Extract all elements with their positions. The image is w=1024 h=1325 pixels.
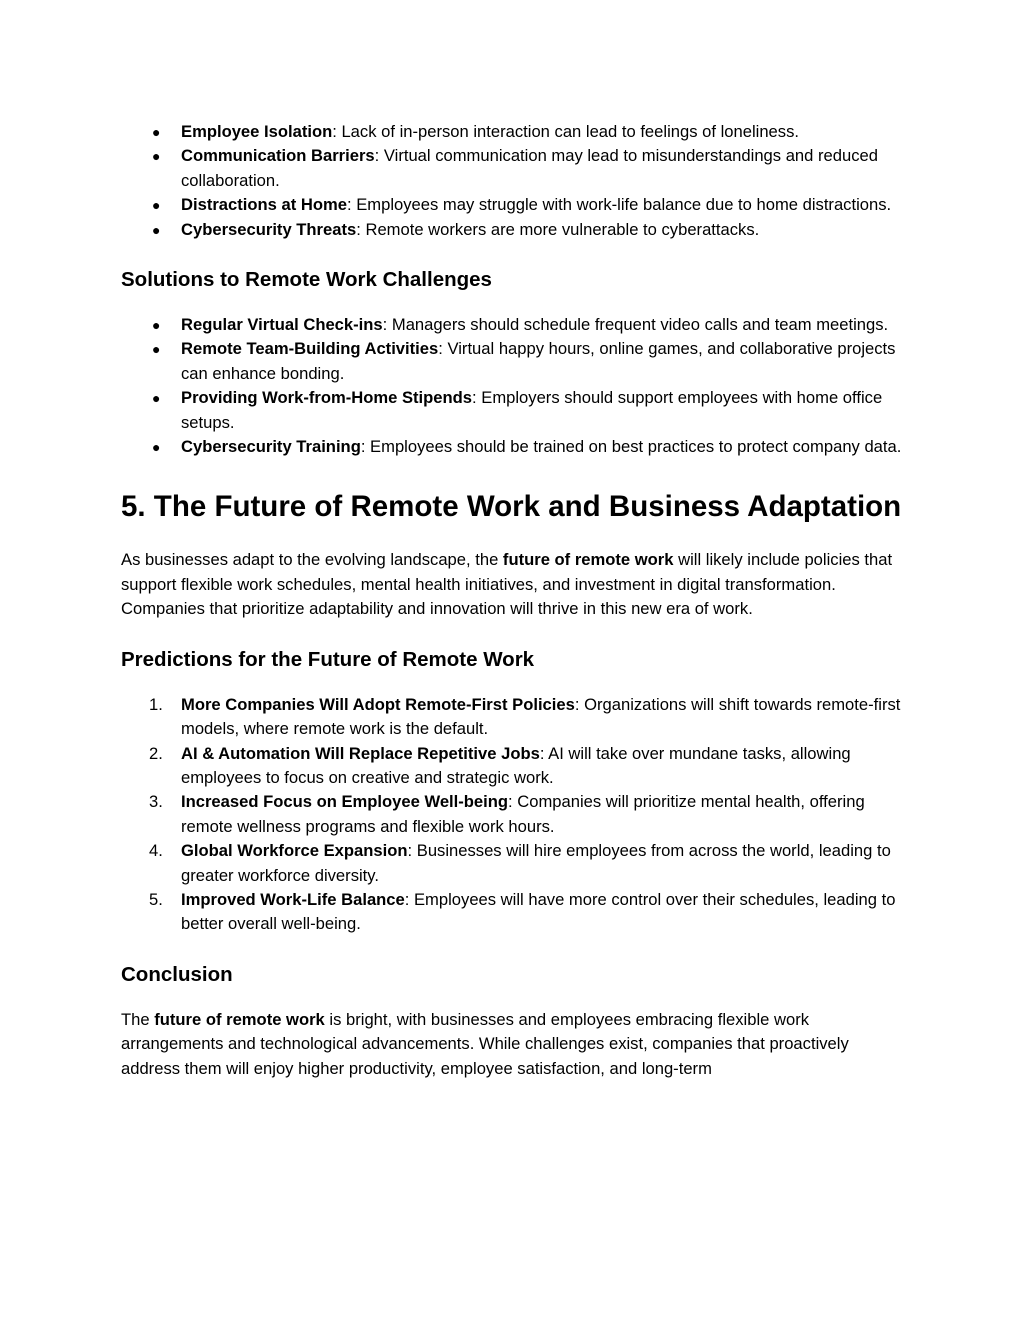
number-marker: 2. <box>149 743 163 763</box>
list-item <box>121 218 911 242</box>
conclusion-paragraph <box>121 1008 911 1081</box>
list-item <box>121 790 911 839</box>
list-item <box>121 337 911 386</box>
item-term: Increased Focus on Employee Well-being <box>181 792 509 812</box>
item-term: Distractions at Home <box>181 195 347 215</box>
number-marker: 1. <box>149 694 163 714</box>
conclusion-text: The <box>121 1009 155 1029</box>
item-text: : Employees should be trained on best practices to protect company data. <box>360 437 902 457</box>
item-term: Regular Virtual Check-ins <box>181 315 383 335</box>
item-text: : Employers should support employees with home office setups. <box>181 388 883 432</box>
predictions-list <box>121 693 911 937</box>
item-term: Employee Isolation <box>181 122 333 141</box>
number-marker: 3. <box>149 792 163 812</box>
challenges-list <box>121 120 911 242</box>
bullet-marker: ● <box>152 197 161 214</box>
list-item <box>121 144 911 193</box>
conclusion-heading: Conclusion <box>121 962 233 986</box>
item-text: : Businesses will hire employees from across the world, leading to greater workforce diversity. <box>181 841 891 885</box>
conclusion-emphasis: future of remote work <box>154 1009 325 1029</box>
bullet-marker: ● <box>152 148 161 165</box>
solutions-heading: Solutions to Remote Work Challenges <box>121 268 492 292</box>
item-term: Cybersecurity Threats <box>181 219 357 239</box>
bullet-marker: ● <box>152 341 161 358</box>
bullet-marker: ● <box>152 317 161 334</box>
intro-text: As businesses adapt to the evolving landscape, the <box>121 550 503 570</box>
item-text: : Lack of in-person interaction can lead to feelings of loneliness. <box>332 122 799 141</box>
item-term: Communication Barriers <box>181 146 375 166</box>
intro-emphasis: future of remote work <box>502 550 674 570</box>
solutions-list <box>121 313 911 459</box>
list-item <box>121 313 911 337</box>
predictions-heading: Predictions for the Future of Remote Work <box>121 647 535 671</box>
number-marker: 5. <box>149 889 163 909</box>
item-text: : Virtual communication may lead to misunderstandings and reduced collaboration. <box>181 146 878 190</box>
item-text: : Organizations will shift towards remote-first models, where remote work is the default. <box>181 694 901 739</box>
bullet-marker: ● <box>152 390 161 407</box>
list-item <box>121 435 911 459</box>
list-item <box>121 742 911 791</box>
list-item <box>121 386 911 435</box>
item-term: Cybersecurity Training <box>181 437 361 457</box>
section-5-intro <box>121 548 911 621</box>
intro-text: will likely include policies that support flexible work schedules, mental health initiatives, and investment in digital transformation. Companies that prioritize adaptability and innovation will thrive in this new era of work. <box>121 550 893 619</box>
item-term: AI & Automation Will Replace Repetitive Jobs <box>181 743 540 763</box>
list-item <box>121 693 911 742</box>
list-item <box>121 120 911 144</box>
document-page <box>121 120 911 1081</box>
item-term: More Companies Will Adopt Remote-First Policies <box>181 694 575 714</box>
item-text: : Managers should schedule frequent video calls and team meetings. <box>382 315 889 335</box>
list-item <box>121 888 911 937</box>
item-text: : Employees will have more control over their schedules, leading to better overall well-being. <box>181 889 896 934</box>
number-marker: 4. <box>149 841 163 861</box>
conclusion-text: is bright, with businesses and employees embracing flexible work arrangements and technological advancements. While challenges exist, companies that proactively address them will enjoy higher productivity, employee satisfaction, and long-term <box>121 1009 849 1078</box>
item-text: : Companies will prioritize mental health, offering remote wellness programs and flexible work hours. <box>181 792 865 836</box>
item-text: : Remote workers are more vulnerable to cyberattacks. <box>356 219 760 239</box>
item-text: : Virtual happy hours, online games, and collaborative projects can enhance bonding. <box>181 339 896 383</box>
bullet-marker: ● <box>152 124 161 140</box>
item-term: Providing Work-from-Home Stipends <box>181 388 473 408</box>
list-item <box>121 193 911 217</box>
item-text: : AI will take over mundane tasks, allowing employees to focus on creative and strategic work. <box>181 743 851 787</box>
item-term: Remote Team-Building Activities <box>181 339 439 359</box>
item-term: Global Workforce Expansion <box>181 841 408 861</box>
item-text: : Employees may struggle with work-life balance due to home distractions. <box>346 195 892 215</box>
bullet-marker: ● <box>152 439 161 456</box>
item-term: Improved Work-Life Balance <box>181 889 405 909</box>
bullet-marker: ● <box>152 221 161 238</box>
list-item <box>121 839 911 888</box>
section-5-heading: 5. The Future of Remote Work and Business Adaptation <box>121 490 902 524</box>
